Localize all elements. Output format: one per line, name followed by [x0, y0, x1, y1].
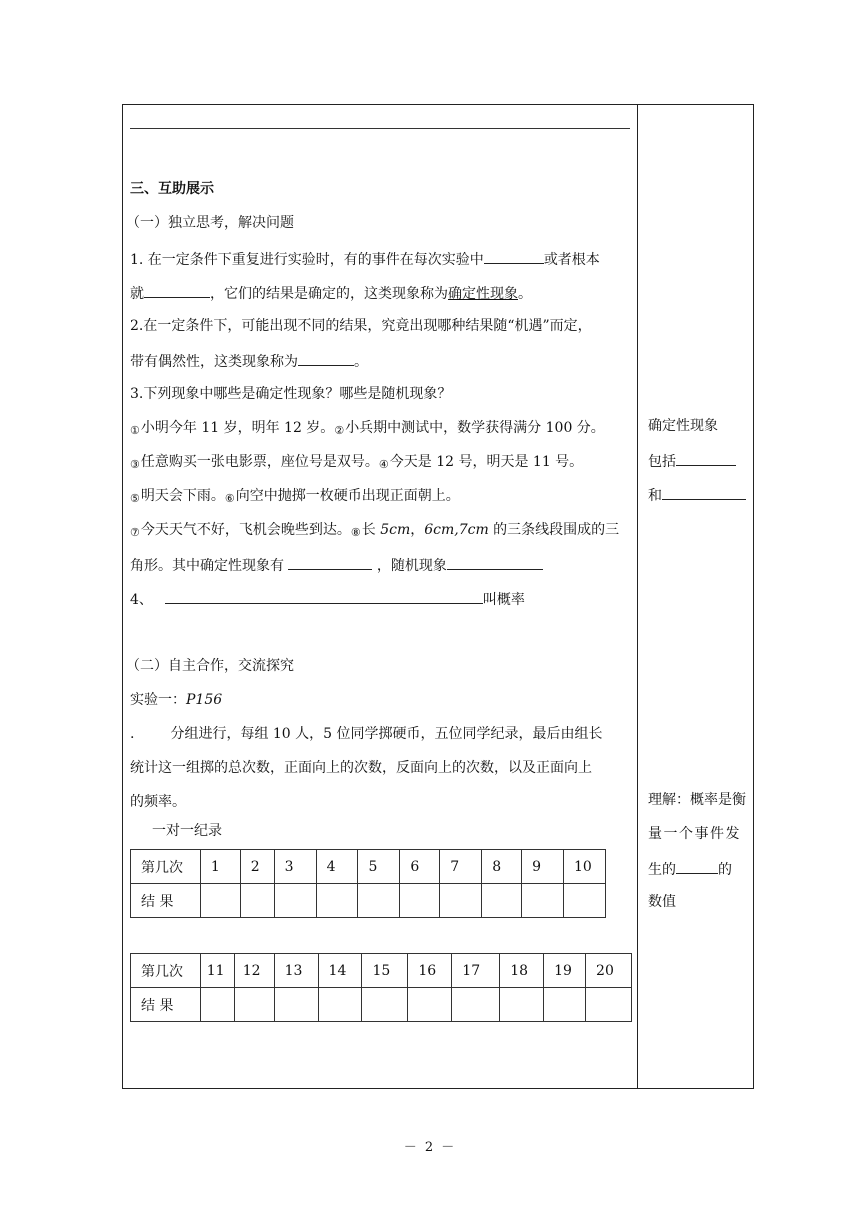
table-cell: 11 — [200, 954, 234, 988]
record-table-1 — [130, 849, 606, 918]
experiment-line-1: . 分组进行，每组 10 人，5 位同学掷硬币，五位同学纪录，最后由组长 — [130, 726, 603, 742]
table-row — [131, 988, 632, 1022]
sidebar-note-2-line-1: 理解：概率是衡 — [648, 792, 746, 808]
table-cell: 3 — [274, 850, 316, 884]
table-row — [131, 954, 632, 988]
sidebar-note-2-line-3: 生的 的 — [648, 859, 732, 879]
table-cell — [564, 884, 606, 918]
table-cell: 17 — [452, 954, 500, 988]
question-1-line-1: 1. 在一定条件下重复进行实验时，有的事件在每次实验中 或者根本 — [130, 249, 600, 269]
table-cell — [544, 988, 586, 1022]
sidebar-note-1-line-1: 确定性现象 — [648, 418, 718, 434]
experiment-line-2: 统计这一组掷的总次数，正面向上的次数，反面向上的次数，以及正面向上 — [130, 760, 592, 776]
table-cell — [316, 884, 358, 918]
question-2-line-2: 带有偶然性，这类现象称为 。 — [130, 351, 368, 371]
question-2-line-1: 2.在一定条件下，可能出现不同的结果，究竟出现哪种结果随“机遇”而定， — [130, 318, 592, 334]
items-5-6: ⑤明天会下雨。⑥向空中抛掷一枚硬币出现正面朝上。 — [130, 488, 460, 505]
table-cell — [452, 988, 500, 1022]
record-table-2 — [130, 953, 632, 1022]
sidebar-note-1-line-2: 包括 — [648, 451, 736, 471]
table-header-cell: 结 果 — [131, 884, 201, 918]
table-row — [131, 884, 606, 918]
table-cell — [440, 884, 482, 918]
table-cell — [408, 988, 452, 1022]
table-cell: 9 — [522, 850, 564, 884]
table-cell: 5 — [358, 850, 400, 884]
table-cell: 18 — [500, 954, 544, 988]
experiment-title: 实验一：P156 — [130, 692, 223, 708]
question-1-line-2: 就 ，它们的结果是确定的，这类现象称为确定性现象。 — [130, 283, 532, 303]
table-cell — [586, 988, 632, 1022]
record-title: 一对一纪录 — [152, 823, 222, 839]
table-cell: 4 — [316, 850, 358, 884]
table-cell — [240, 884, 274, 918]
page-number: － 2 － — [403, 1140, 457, 1155]
table-cell: 13 — [274, 954, 318, 988]
table-cell: 20 — [586, 954, 632, 988]
table-cell: 14 — [318, 954, 362, 988]
table-cell: 2 — [240, 850, 274, 884]
table-cell — [500, 988, 544, 1022]
table-header-cell: 第几次 — [131, 954, 201, 988]
question-3: 3.下列现象中哪些是确定性现象？哪些是随机现象？ — [130, 386, 452, 402]
table-cell: 12 — [234, 954, 274, 988]
table-cell — [234, 988, 274, 1022]
table-cell: 19 — [544, 954, 586, 988]
table-cell — [274, 988, 318, 1022]
top-rule — [130, 128, 630, 129]
table-cell: 7 — [440, 850, 482, 884]
table-cell — [200, 988, 234, 1022]
table-cell: 15 — [362, 954, 408, 988]
sidebar-note-2-line-4: 数值 — [648, 894, 676, 910]
table-cell — [200, 884, 240, 918]
question-4: 4、 叫概率 — [130, 589, 525, 609]
items-1-2: ①小明今年 11 岁，明年 12 岁。②小兵期中测试中，数学获得满分 100 分。 — [130, 420, 605, 437]
subsection-2-title: （二）自主合作，交流探究 — [126, 658, 294, 674]
table-cell — [362, 988, 408, 1022]
column-divider — [637, 104, 638, 1089]
question-3-answer: 角形。其中确定性现象有 ，随机现象 — [130, 555, 543, 575]
experiment-line-3: 的频率。 — [130, 794, 186, 810]
sidebar-note-2-line-2: 量一个事件发 — [648, 826, 741, 842]
table-cell: 1 — [200, 850, 240, 884]
table-row — [131, 850, 606, 884]
table-cell — [482, 884, 522, 918]
table-cell — [522, 884, 564, 918]
subsection-1-title: （一）独立思考，解决问题 — [126, 215, 294, 231]
table-cell — [274, 884, 316, 918]
sidebar-note-1-line-3: 和 — [648, 485, 746, 505]
table-cell: 6 — [400, 850, 440, 884]
table-cell: 10 — [564, 850, 606, 884]
table-cell — [400, 884, 440, 918]
table-header-cell: 第几次 — [131, 850, 201, 884]
items-7-8: ⑦今天天气不好，飞机会晚些到达。⑧长 5cm，6cm,7cm 的三条线段围成的三 — [130, 522, 620, 539]
table-cell — [358, 884, 400, 918]
term-deterministic: 确定性现象 — [448, 286, 518, 302]
items-3-4: ③任意购买一张电影票，座位号是双号。④今天是 12 号，明天是 11 号。 — [130, 454, 584, 471]
table-cell — [318, 988, 362, 1022]
table-cell: 16 — [408, 954, 452, 988]
section-title: 三、互助展示 — [130, 181, 214, 197]
table-cell: 8 — [482, 850, 522, 884]
table-header-cell: 结 果 — [131, 988, 201, 1022]
